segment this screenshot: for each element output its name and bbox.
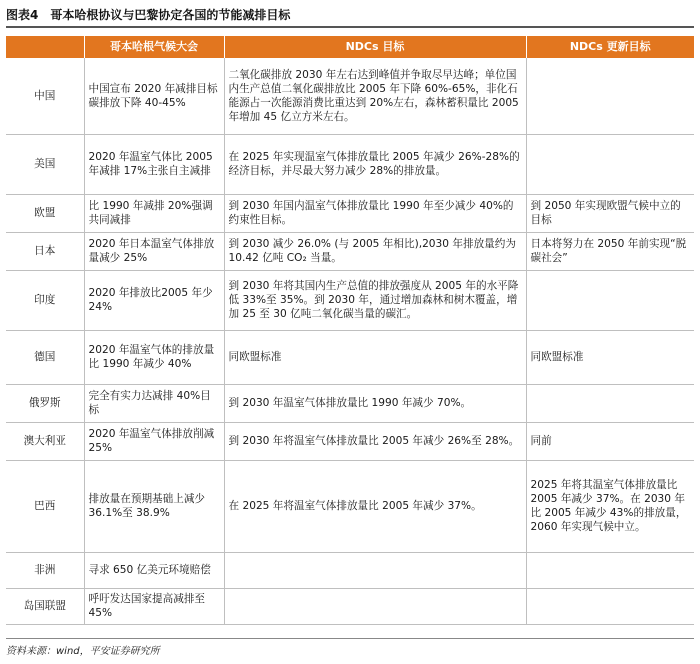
country-cell: 非洲: [6, 552, 84, 588]
country-cell: 巴西: [6, 460, 84, 552]
copenhagen-cell: 完全有实力达减排 40%目标: [84, 384, 224, 422]
ndc-cell: [224, 552, 526, 588]
table-row: [6, 384, 694, 422]
country-cell: 中国: [6, 58, 84, 134]
country-cell: 印度: [6, 270, 84, 330]
ndc-cell: 在 2025 年将温室气体排放量比 2005 年减少 37%。: [224, 460, 526, 552]
table-row: [6, 588, 694, 624]
update-cell: 同欧盟标准: [526, 330, 694, 384]
header-ndc-update: NDCs 更新目标: [526, 36, 694, 58]
table-row: [6, 194, 694, 232]
table-row: [6, 330, 694, 384]
table-row: [6, 58, 694, 134]
update-cell: [526, 588, 694, 624]
country-cell: 澳大利亚: [6, 422, 84, 460]
ndc-cell: 到 2030 年将其国内生产总值的排放强度从 2005 年的水平降低 33%至 35%。到 2030 年，通过增加森林和树木覆盖，增加 25 至 30 亿吨二氧化碳当量的碳汇。: [224, 270, 526, 330]
ndc-cell: 到 2030 年温室气体排放量比 1990 年减少 70%。: [224, 384, 526, 422]
title-divider: [6, 26, 694, 28]
source-note: 资料来源：wind，平安证券研究所: [6, 646, 160, 657]
table-row: [6, 552, 694, 588]
country-cell: 岛国联盟: [6, 588, 84, 624]
copenhagen-cell: 寻求 650 亿美元环境赔偿: [84, 552, 224, 588]
header-ndc: NDCs 目标: [224, 36, 526, 58]
country-cell: 俄罗斯: [6, 384, 84, 422]
copenhagen-cell: 2020 年日本温室气体排放量减少 25%: [84, 232, 224, 270]
update-cell: 2025 年将其温室气体排放量比 2005 年减少 37%。在 2030 年比 2005 年减少 43%的排放量，2060 年实现气候中立。: [526, 460, 694, 552]
update-cell: [526, 384, 694, 422]
ndc-cell: 二氧化碳排放 2030 年左右达到峰值并争取尽早达峰；单位国内生产总值二氧化碳排放比 2005 年下降 60%-65%，非化石能源占一次能源消费比重达到 20%左右，森林蓄积量比 2005 年增加 45 亿立方米左右。: [224, 58, 526, 134]
figure-title-row: [6, 4, 696, 24]
table-row: [6, 460, 694, 552]
table-row: [6, 422, 694, 460]
copenhagen-cell: 呼吁发达国家提高减排至 45%: [84, 588, 224, 624]
country-cell: 日本: [6, 232, 84, 270]
copenhagen-cell: 2020 年排放比2005 年少 24%: [84, 270, 224, 330]
copenhagen-cell: 2020 年温室气体的排放量比 1990 年减少 40%: [84, 330, 224, 384]
ndc-cell: 同欧盟标准: [224, 330, 526, 384]
ndc-cell: 到 2030 减少 26.0% (与 2005 年相比),2030 年排放量约为 10.42 亿吨 CO₂ 当量。: [224, 232, 526, 270]
ndc-cell: 到 2030 年国内温室气体排放量比 1990 年至少减少 40%的约束性目标。: [224, 194, 526, 232]
update-cell: [526, 134, 694, 194]
header-country: [6, 36, 84, 58]
copenhagen-cell: 2020 年温室气体排放削减 25%: [84, 422, 224, 460]
header-copenhagen: 哥本哈根气候大会: [84, 36, 224, 58]
copenhagen-cell: 2020 年温室气体比 2005 年减排 17%主张自主减排: [84, 134, 224, 194]
copenhagen-cell: 比 1990 年减排 20%强调共同减排: [84, 194, 224, 232]
figure-title: 哥本哈根协议与巴黎协定各国的节能减排目标: [50, 7, 291, 22]
table-row: [6, 134, 694, 194]
update-cell: [526, 58, 694, 134]
targets-table: [6, 36, 694, 625]
country-cell: 德国: [6, 330, 84, 384]
ndc-cell: 在 2025 年实现温室气体排放量比 2005 年减少 26%-28%的经济目标，并尽最大努力减少 28%的排放量。: [224, 134, 526, 194]
ndc-cell: 到 2030 年将温室气体排放量比 2005 年减少 26%至 28%。: [224, 422, 526, 460]
table-row: [6, 270, 694, 330]
copenhagen-cell: 排放量在预期基础上减少 36.1%至 38.9%: [84, 460, 224, 552]
table-row: [6, 232, 694, 270]
update-cell: 同前: [526, 422, 694, 460]
update-cell: 日本将努力在 2050 年前实现“脱碳社会”: [526, 232, 694, 270]
country-cell: 美国: [6, 134, 84, 194]
copenhagen-cell: 中国宣布 2020 年减排目标 碳排放下降 40-45%: [84, 58, 224, 134]
source-divider: [6, 638, 694, 639]
country-cell: 欧盟: [6, 194, 84, 232]
update-cell: 到 2050 年实现欧盟气候中立的目标: [526, 194, 694, 232]
ndc-cell: [224, 588, 526, 624]
figure-label: 图表4: [6, 7, 39, 22]
table-header-row: [6, 36, 694, 58]
update-cell: [526, 552, 694, 588]
update-cell: [526, 270, 694, 330]
